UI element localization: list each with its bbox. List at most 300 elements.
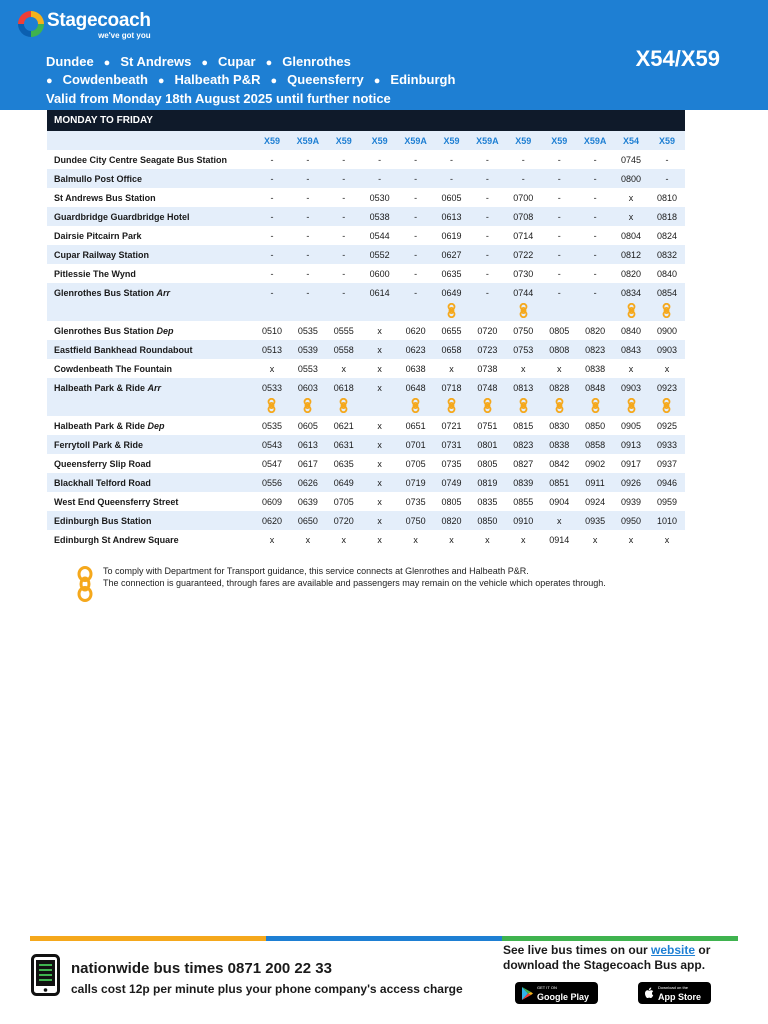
chain-link-icon [447, 398, 456, 415]
time-cell: 0744 [505, 283, 541, 302]
time-cell: 0720 [477, 325, 498, 336]
time-cell: 0805 [441, 496, 462, 507]
chain-link-icon [447, 303, 456, 320]
time-cell: 0751 [477, 420, 498, 431]
stop-row [47, 416, 685, 435]
time-cell: 0818 [649, 207, 685, 226]
time-cell: - [577, 283, 613, 302]
service-column-header: X59 [254, 131, 290, 150]
time-cell: - [557, 154, 561, 165]
apple-icon [644, 987, 654, 999]
time-cell: 0851 [541, 473, 577, 492]
time-cell: 0900 [656, 325, 677, 336]
time-cell: 0838 [541, 435, 577, 454]
time-cell: x [341, 534, 347, 545]
time-cell: - [485, 230, 489, 241]
time-cell: 0648 [398, 378, 434, 397]
time-cell: x [556, 363, 562, 374]
stop-row [47, 245, 685, 264]
time-cell: 0555 [333, 325, 354, 336]
time-cell: - [577, 207, 613, 226]
time-cell: - [541, 245, 577, 264]
service-column-header: X59A [469, 131, 505, 150]
time-cell: 0547 [261, 458, 282, 469]
stop-row [47, 150, 685, 169]
route-stop: St Andrews [120, 54, 192, 69]
time-cell: - [577, 169, 613, 188]
time-cell: 0635 [333, 458, 354, 469]
stop-row [47, 169, 685, 188]
time-cell: 0730 [513, 268, 534, 279]
stop-row [47, 207, 685, 226]
stop-row [47, 321, 685, 340]
time-cell: 0939 [621, 496, 642, 507]
time-cell: 0835 [477, 496, 498, 507]
time-cell: 0617 [297, 458, 318, 469]
timetable-table [47, 131, 685, 549]
time-cell: 0815 [513, 420, 534, 431]
google-play-icon [521, 987, 533, 1000]
time-cell: - [306, 230, 310, 241]
stop-suffix: Dep [147, 420, 165, 431]
time-cell: - [290, 207, 326, 226]
time-cell: x [377, 325, 382, 336]
time-cell: 0810 [656, 192, 677, 203]
time-cell: - [342, 154, 346, 165]
time-cell: 0738 [477, 363, 498, 374]
time-cell: 0535 [297, 325, 318, 336]
time-cell: 0731 [434, 435, 470, 454]
time-cell: 0839 [505, 473, 541, 492]
time-cell: 0538 [362, 207, 398, 226]
time-cell: x [269, 363, 275, 374]
time-cell: 0820 [585, 325, 606, 336]
time-cell: 0614 [362, 283, 398, 302]
time-cell: 0805 [549, 325, 570, 336]
time-cell: 0924 [585, 496, 606, 507]
time-cell: 0613 [434, 207, 470, 226]
stop-name: Pitlessie The Wynd [54, 268, 136, 279]
stagecoach-logo-icon [18, 11, 44, 37]
stop-row [47, 530, 685, 549]
time-cell: - [469, 207, 505, 226]
time-cell: - [593, 154, 597, 165]
stop-name: Dairsie Pitcairn Park [54, 230, 142, 241]
time-cell: 0925 [656, 420, 677, 431]
time-cell: 0855 [513, 496, 534, 507]
note-line-2: The connection is guaranteed, through fares are available and passengers may remain on the vehicle which operates through. [103, 578, 606, 588]
time-cell: 0627 [434, 245, 470, 264]
time-cell: x [541, 511, 577, 530]
service-column-header: X59A [577, 131, 613, 150]
time-cell: - [254, 207, 290, 226]
time-cell: x [362, 378, 398, 397]
time-cell: x [485, 534, 490, 545]
time-cell: 0959 [656, 496, 677, 507]
apple-large-text: App Store [658, 992, 702, 1002]
time-cell: 0623 [398, 340, 434, 359]
time-cell: 0639 [297, 496, 318, 507]
time-cell: 0804 [621, 230, 642, 241]
time-cell: x [628, 534, 634, 545]
footer-stripe-green [502, 936, 738, 941]
service-column-header: X59A [398, 131, 434, 150]
time-cell: - [593, 230, 597, 241]
time-cell: 0834 [613, 283, 649, 302]
google-small-text: GET IT ON [537, 985, 557, 990]
time-cell: 0621 [333, 420, 354, 431]
time-cell: 0658 [434, 340, 470, 359]
time-cell: 0635 [441, 268, 462, 279]
time-cell: - [593, 192, 597, 203]
apple-small-text: Download on the [658, 985, 689, 990]
time-cell: x [377, 458, 382, 469]
stop-name: St Andrews Bus Station [54, 192, 156, 203]
time-cell: 0812 [613, 245, 649, 264]
time-cell: 0708 [505, 207, 541, 226]
time-cell: x [377, 496, 382, 507]
time-cell: 0832 [649, 245, 685, 264]
day-label: MONDAY TO FRIDAY [47, 110, 685, 131]
time-cell: 0722 [505, 245, 541, 264]
time-cell: - [414, 230, 418, 241]
live-times-text [503, 943, 733, 973]
time-cell: 0735 [405, 496, 426, 507]
stop-name: Edinburgh Bus Station [54, 515, 152, 526]
time-cell: - [649, 169, 685, 188]
time-cell: - [434, 169, 470, 188]
time-cell: 0600 [369, 268, 390, 279]
time-cell: 0748 [469, 378, 505, 397]
app-store-badge[interactable] [638, 982, 711, 1004]
time-cell: 0750 [398, 511, 434, 530]
time-cell: x [362, 511, 398, 530]
time-cell: - [254, 169, 290, 188]
time-cell: 0626 [290, 473, 326, 492]
service-column-header: X59 [505, 131, 541, 150]
time-cell: 0745 [621, 154, 642, 165]
time-cell: x [377, 534, 382, 545]
time-cell: - [541, 169, 577, 188]
time-cell: - [270, 154, 274, 165]
time-cell: 0801 [469, 435, 505, 454]
time-cell: x [269, 534, 275, 545]
time-cell: - [306, 154, 310, 165]
chain-link-icon [339, 398, 348, 415]
stop-row [47, 188, 685, 207]
time-cell: 0950 [613, 511, 649, 530]
stop-row [47, 264, 685, 283]
time-cell: - [270, 192, 274, 203]
stop-name: Queensferry Slip Road [54, 458, 152, 469]
time-cell: 0513 [254, 340, 290, 359]
stop-row [47, 492, 685, 511]
time-cell: 0926 [613, 473, 649, 492]
time-cell: 0923 [649, 378, 685, 397]
time-cell: 0913 [613, 435, 649, 454]
time-cell: 0750 [513, 325, 534, 336]
brand-name: Stagecoach [47, 10, 151, 31]
time-cell: 0609 [261, 496, 282, 507]
stop-row [47, 378, 685, 397]
time-cell: 0651 [405, 420, 426, 431]
stop-name: Cupar Railway Station [54, 249, 150, 260]
time-cell: - [469, 283, 505, 302]
chain-link-icon [662, 398, 671, 415]
chain-link-icon [76, 566, 94, 602]
website-link[interactable]: website [651, 943, 696, 957]
stop-suffix: Dep [156, 325, 174, 336]
time-cell: x [413, 534, 418, 545]
stop-name: Halbeath Park & Ride [54, 420, 146, 431]
time-cell: 0719 [398, 473, 434, 492]
time-cell: - [326, 207, 362, 226]
time-cell: - [541, 207, 577, 226]
time-cell: - [326, 283, 362, 302]
google-play-badge[interactable] [515, 982, 598, 1004]
time-cell: - [342, 230, 346, 241]
chain-link-icon [519, 303, 528, 320]
time-cell: 0749 [434, 473, 470, 492]
time-cell: 0827 [513, 458, 534, 469]
stop-name: Blackhall Telford Road [54, 477, 151, 488]
chain-link-icon [591, 398, 600, 415]
stop-suffix: Arr [147, 382, 162, 393]
service-column-header: X59 [326, 131, 362, 150]
time-cell: 0800 [613, 169, 649, 188]
time-cell: - [469, 169, 505, 188]
time-cell: 0823 [505, 435, 541, 454]
time-cell: - [398, 245, 434, 264]
time-cell: 0805 [477, 458, 498, 469]
time-cell: x [305, 534, 311, 545]
chain-link-icon [627, 303, 636, 320]
service-header-row [47, 131, 685, 150]
service-column-header: X59A [290, 131, 326, 150]
stop-name: Eastfield Bankhead Roundabout [54, 344, 193, 355]
time-cell: 0552 [362, 245, 398, 264]
time-cell: 0705 [333, 496, 354, 507]
chain-link-icon [411, 398, 420, 415]
time-cell: x [613, 207, 649, 226]
route-line-2: ● Cowdenbeath ● Halbeath P&R ● Queensferry ● Edinburgh [46, 72, 456, 87]
time-cell: 0700 [513, 192, 534, 203]
time-cell: - [254, 283, 290, 302]
time-cell: - [485, 154, 489, 165]
time-cell: 0933 [649, 435, 685, 454]
chain-link-icon [555, 398, 564, 415]
time-cell: 0813 [505, 378, 541, 397]
time-cell: 0838 [585, 363, 606, 374]
phone-title: nationwide bus times 0871 200 22 33 [71, 960, 332, 977]
time-cell: 0650 [290, 511, 326, 530]
time-cell: 0903 [613, 378, 649, 397]
calls-cost: calls cost 12p per minute plus your phone company's access charge [71, 982, 463, 996]
time-cell: 0904 [549, 496, 570, 507]
time-cell: 0902 [585, 458, 606, 469]
time-cell: 0858 [577, 435, 613, 454]
time-cell: 0850 [585, 420, 606, 431]
time-cell: x [628, 192, 634, 203]
connection-row [47, 302, 685, 321]
header [0, 0, 768, 110]
time-cell: - [414, 268, 418, 279]
time-cell: - [270, 268, 274, 279]
chain-link-icon [267, 398, 276, 415]
time-cell: - [378, 154, 382, 165]
route-stop: Halbeath P&R [174, 72, 261, 87]
timetable [47, 110, 685, 549]
time-cell: 0937 [656, 458, 677, 469]
time-cell: x [377, 363, 382, 374]
time-cell: 0820 [434, 511, 470, 530]
stop-name: Edinburgh St Andrew Square [54, 534, 179, 545]
time-cell: 0619 [441, 230, 462, 241]
note-line-1: To comply with Department for Transport guidance, this service connects at Glenrothes and Halbeath P&R. [103, 566, 529, 576]
time-cell: 1010 [649, 511, 685, 530]
time-cell: 0840 [621, 325, 642, 336]
stop-row [47, 435, 685, 454]
stop-name: Cowdenbeath The Fountain [54, 363, 172, 374]
route-stop: Glenrothes [282, 54, 351, 69]
time-cell: - [485, 192, 489, 203]
time-cell: x [362, 473, 398, 492]
service-column-header: X59 [541, 131, 577, 150]
time-cell: x [521, 363, 526, 374]
stop-header [47, 131, 254, 150]
time-cell: 0823 [577, 340, 613, 359]
stop-row [47, 359, 685, 378]
time-cell: 0830 [549, 420, 570, 431]
stop-suffix: Arr [156, 287, 171, 298]
time-cell: - [469, 245, 505, 264]
time-cell: - [505, 169, 541, 188]
time-cell: 0820 [621, 268, 642, 279]
time-cell: 0720 [326, 511, 362, 530]
time-cell: 0946 [649, 473, 685, 492]
chain-link-icon [662, 303, 671, 320]
stop-row [47, 511, 685, 530]
stop-name: Dundee City Centre Seagate Bus Station [54, 154, 228, 165]
route-stop: Cupar [218, 54, 256, 69]
time-cell: - [521, 154, 525, 165]
time-cell: 0935 [577, 511, 613, 530]
time-cell: 0539 [290, 340, 326, 359]
time-cell: 0605 [441, 192, 462, 203]
time-cell: 0613 [290, 435, 326, 454]
route-stop: Edinburgh [390, 72, 456, 87]
time-cell: - [254, 245, 290, 264]
time-cell: - [557, 268, 561, 279]
time-cell: 0510 [261, 325, 282, 336]
time-cell: - [270, 230, 274, 241]
time-cell: - [557, 192, 561, 203]
live-suffix: or [695, 943, 711, 957]
service-column-header: X59 [649, 131, 685, 150]
stop-row [47, 473, 685, 492]
time-cell: 0631 [326, 435, 362, 454]
time-cell: 0533 [254, 378, 290, 397]
stop-row [47, 340, 685, 359]
stagecoach-logo[interactable] [18, 11, 151, 40]
time-cell: - [342, 192, 346, 203]
time-cell: - [449, 154, 453, 165]
time-cell: 0603 [290, 378, 326, 397]
brand-tagline: we've got you [98, 31, 151, 40]
time-cell: - [398, 169, 434, 188]
time-cell: 0842 [549, 458, 570, 469]
service-column-header: X54 [613, 131, 649, 150]
time-cell: - [414, 192, 418, 203]
route-line-1: Dundee ● St Andrews ● Cupar ● Glenrothes [46, 54, 351, 69]
time-cell: - [593, 268, 597, 279]
time-cell: - [290, 283, 326, 302]
time-cell: 0714 [513, 230, 534, 241]
time-cell: x [592, 534, 598, 545]
time-cell: - [541, 283, 577, 302]
stop-name: Glenrothes Bus Station [54, 325, 155, 336]
google-large-text: Google Play [537, 992, 590, 1002]
route-stop: Dundee [46, 54, 94, 69]
time-cell: 0808 [541, 340, 577, 359]
time-cell: 0917 [621, 458, 642, 469]
time-cell: 0655 [441, 325, 462, 336]
time-cell: 0910 [505, 511, 541, 530]
chain-link-icon [303, 398, 312, 415]
footer-stripe-blue [266, 936, 502, 941]
time-cell: 0701 [398, 435, 434, 454]
time-cell: - [290, 169, 326, 188]
time-cell: 0840 [656, 268, 677, 279]
time-cell: - [342, 268, 346, 279]
time-cell: 0620 [254, 511, 290, 530]
time-cell: 0735 [441, 458, 462, 469]
time-cell: 0850 [469, 511, 505, 530]
time-cell: 0605 [297, 420, 318, 431]
route-stop: Cowdenbeath [62, 72, 148, 87]
time-cell: 0723 [469, 340, 505, 359]
time-cell: - [557, 230, 561, 241]
time-cell: x [449, 534, 454, 545]
time-cell: 0843 [613, 340, 649, 359]
time-cell: x [628, 363, 634, 374]
chain-link-icon [483, 398, 492, 415]
time-cell: 0914 [549, 534, 570, 545]
time-cell: x [341, 363, 347, 374]
time-cell: 0828 [541, 378, 577, 397]
time-cell: x [377, 420, 382, 431]
time-cell: 0848 [577, 378, 613, 397]
time-cell: 0556 [254, 473, 290, 492]
route-stop: Queensferry [287, 72, 364, 87]
time-cell: - [665, 154, 669, 165]
time-cell: - [362, 169, 398, 188]
time-cell: 0544 [369, 230, 390, 241]
time-cell: 0718 [434, 378, 470, 397]
stop-row [47, 454, 685, 473]
time-cell: 0753 [505, 340, 541, 359]
time-cell: 0638 [405, 363, 426, 374]
chain-link-icon [627, 398, 636, 415]
service-column-header: X59 [362, 131, 398, 150]
time-cell: 0911 [577, 473, 613, 492]
time-cell: - [398, 207, 434, 226]
stop-name: Ferrytoll Park & Ride [54, 439, 144, 450]
time-cell: 0530 [369, 192, 390, 203]
stop-name: Guardbridge Guardbridge Hotel [54, 211, 190, 222]
stop-name: Balmullo Post Office [54, 173, 143, 184]
time-cell: 0553 [297, 363, 318, 374]
